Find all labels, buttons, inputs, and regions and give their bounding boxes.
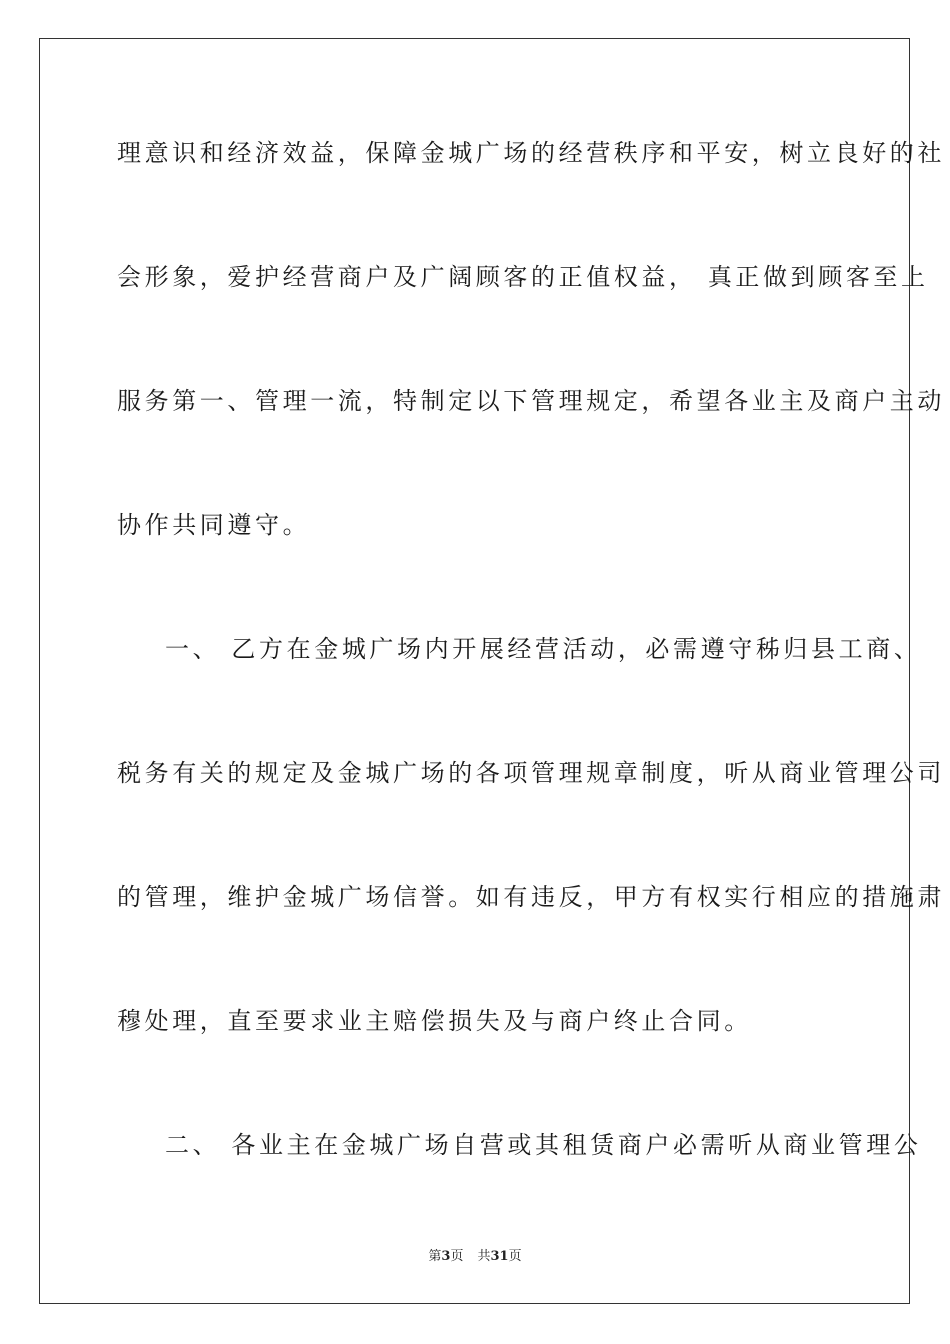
page-number: 3 [441,1249,451,1264]
paragraph-line: 的管理，维护金城广场信誉。如有违反，甲方有权实行相应的措施肃 [117,883,945,911]
clause-2-line: 二、 各业主在金城广场自营或其租赁商户必需听从商业管理公 [165,1131,922,1159]
total-pages: 31 [490,1249,509,1264]
total-prefix: 共 [477,1249,491,1264]
paragraph-line: 协作共同遵守。 [117,511,311,539]
total-suffix: 页 [508,1249,522,1264]
paragraph-line: 理意识和经济效益，保障金城广场的经营秩序和平安，树立良好的社 [117,139,945,167]
paragraph-line: 服务第一、管理一流，特制定以下管理规定，希望各业主及商户主动 [117,387,945,415]
paragraph-line: 会形象，爱护经营商户及广阔顾客的正值权益， 真正做到顾客至上 [117,263,929,291]
page-border [39,38,945,1304]
paragraph-line: 穆处理，直至要求业主赔偿损失及与商户终止合同。 [117,1007,752,1035]
page-prefix: 第 [428,1249,442,1264]
paragraph-line: 税务有关的规定及金城广场的各项管理规章制度，听从商业管理公司 [117,759,945,787]
page-footer [0,1248,950,1266]
clause-1-line: 一、 乙方在金城广场内开展经营活动，必需遵守秭归县工商、 [165,635,922,663]
page-suffix: 页 [450,1249,464,1264]
